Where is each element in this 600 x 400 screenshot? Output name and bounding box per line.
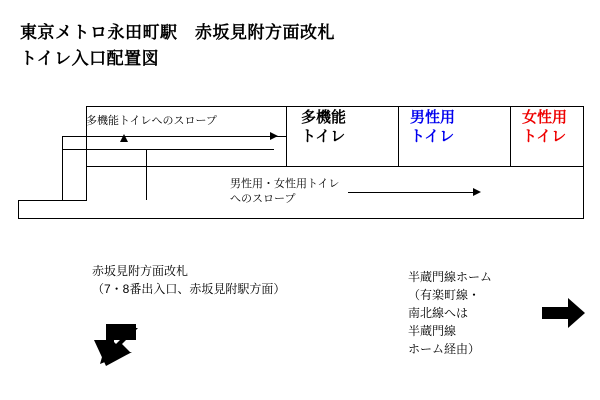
wall-left-step [18,200,86,201]
wall-corridor-bottom [18,218,584,219]
floor-plan [18,92,584,224]
caption-mens-womens-slope-line1: 男性用・女性用トイレ [230,178,340,190]
direction-hall [408,268,492,358]
room-label-mens-toilet-line2: トイレ [410,127,455,145]
wall-right-outer [583,106,584,218]
room-label-womens-toilet-line2: トイレ [522,127,567,145]
arrow-to-mens-womens-toilet [473,188,481,196]
wall-left-outer [18,200,19,219]
slope-path-inner [62,149,274,150]
direction-hall-line-2: （有楽町線・ [408,288,481,302]
room-label-mens-toilet-line1: 男性用 [410,109,456,126]
room-label-womens-toilet [522,109,567,147]
room-label-multi-purpose-toilet [301,109,346,147]
direction-gate [92,262,285,298]
arrow-up-slope [120,134,128,142]
slope-path-left [62,136,63,200]
arrow-to-multi-purpose-toilet [270,132,278,140]
page-title-line-1: 東京メトロ永田町駅 赤坂見附方面改札 [20,23,335,42]
room-label-womens-toilet-line1: 女性用 [522,109,568,126]
direction-gate-line-1: 赤坂見附方面改札 [92,264,189,278]
caption-mens-womens-slope [230,177,339,207]
direction-gate-line-2: （7・8番出入口、赤坂見附駅方面） [92,282,286,296]
slope-path-branch [146,149,147,200]
wall-rooms-bottom [86,166,584,167]
mw-slope-path [348,192,478,193]
room-label-multi-purpose-toilet-line2: トイレ [301,127,346,145]
caption-multi-purpose-slope: 多機能トイレへのスロープ [86,115,217,127]
arrow-southwest-icon [92,322,140,368]
divider-mens-extra [398,106,399,166]
arrow-east-icon [542,296,586,330]
direction-hall-line-1: 半蔵門線ホーム [408,270,493,284]
room-label-mens-toilet [410,109,455,147]
divider-mens-womens [510,106,511,166]
direction-hall-line-3: 南北線へは [408,306,469,320]
direction-hall-line-5: ホーム経由） [408,342,481,356]
direction-hall-line-4: 半蔵門線 [408,324,457,338]
slope-path-top [62,136,286,137]
divider-multi-mens [286,106,287,166]
caption-mens-womens-slope-line2: へのスロープ [230,192,296,205]
page-title-line-2: トイレ入口配置図 [20,49,160,68]
room-label-multi-purpose-toilet-line1: 多機能 [301,109,347,126]
